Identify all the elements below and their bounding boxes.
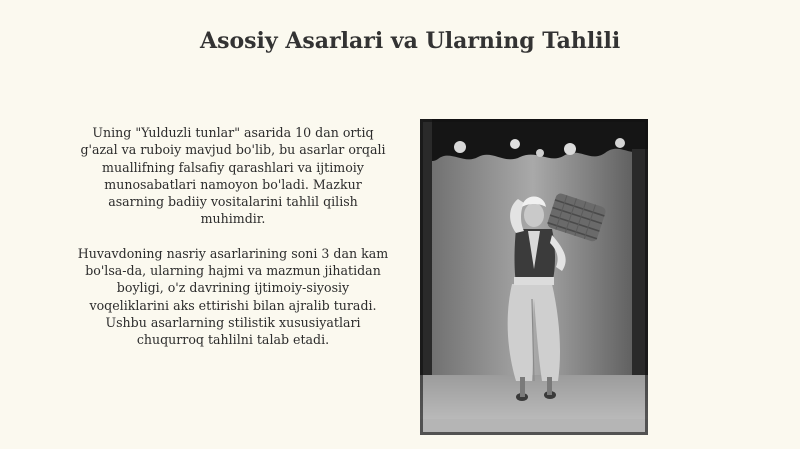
paragraph-nasriy-asarlar: Huvavdoning nasriy asarlarining soni 3 dan kam bo'lsa-da, ularning hajmi va mazmun jihatidan boyligi, o'z davrining ijtimoiy-siyosiy voqeliklarini aks ettirishi bilan ajralib turadi. Ushbu asarlarning stilistik xususiyatlari chuqurroq tahlilni talab etadi. [77,245,389,348]
slide-title: Asosiy Asarlari va Ularning Tahlili [200,28,621,54]
paragraph-yulduzli-tunlar: Uning "Yulduzli tunlar" asarida 10 dan ortiq g'azal va ruboiy mavjud bo'lib, bu asarlar orqali muallifning falsafiy qarashlari va ijtimoiy munosabatlari namoyon bo'ladi. Mazkur asarning badiiy vositalarini tahlil qilish muhimdir. [80,125,386,227]
vintage-portrait-photo [420,119,648,435]
slide-body [52,124,414,349]
portrait-image [420,119,648,435]
